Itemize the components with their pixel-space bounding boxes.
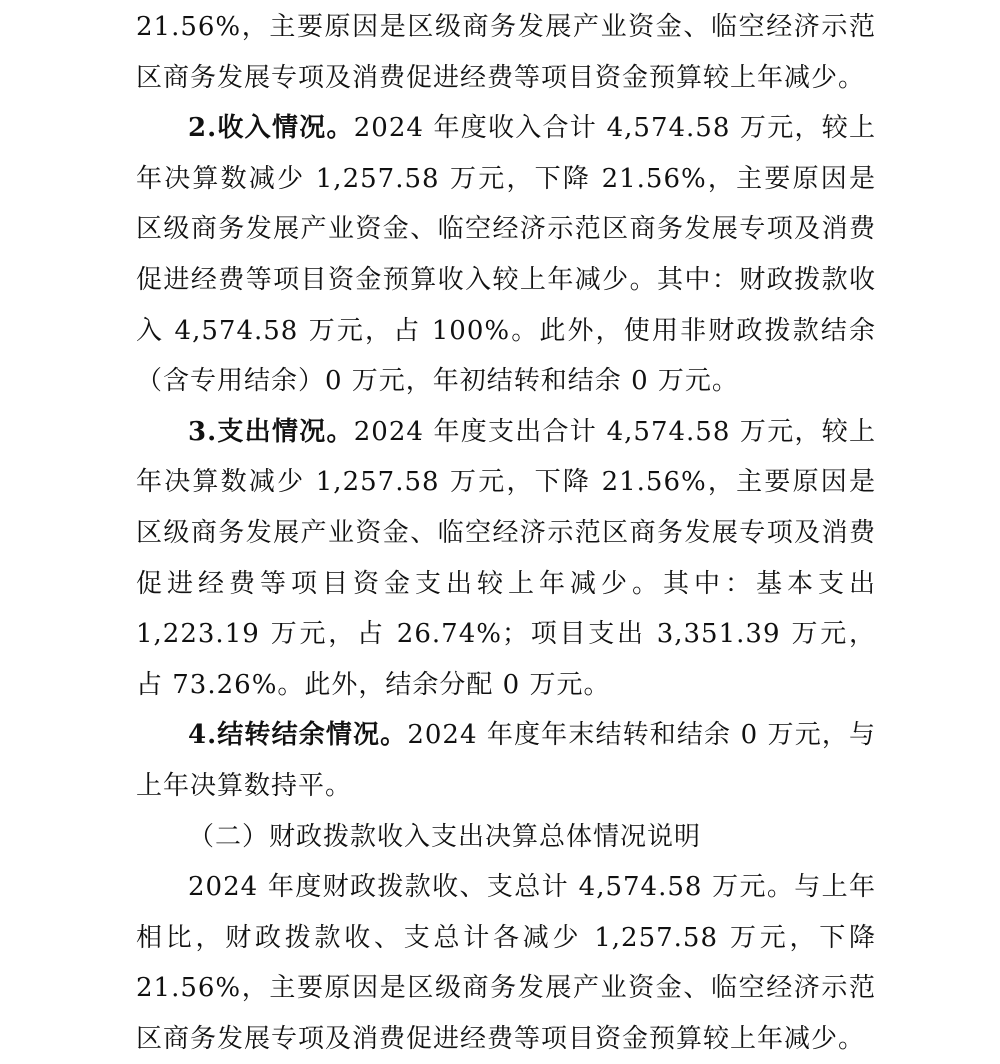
paragraph-text: 2024 年度收入合计 4,574.58 万元，较上年决算数减少 1,257.58 万元，下降 21.56%，主要原因是区级商务发展产业资金、临空经济示范区商务发展专项及消费促进经费等项目资金预算收入较上年减少。其中：财政拨款收入 4,574.58 万元，占 100%。此外，使用非财政拨款结余（含专用结余）0 万元，年初结转和结余 0 万元。: [136, 113, 876, 397]
paragraph-lead: 3.支出情况。: [188, 416, 354, 447]
paragraph-text: 2024 年度财政拨款收、支总计 4,574.58 万元。与上年相比，财政拨款收、支总计各减少 1,257.58 万元，下降 21.56%，主要原因是区级商务发展产业资金、临空经济示范区商务发展专项及消费促进经费等项目资金预算较上年减少。: [136, 872, 876, 1054]
paragraph-fiscal-summary: [136, 862, 876, 1064]
paragraph-text: 2024 年度支出合计 4,574.58 万元，较上年决算数减少 1,257.58 万元，下降 21.56%，主要原因是区级商务发展产业资金、临空经济示范区商务发展专项及消费促进经费等项目资金支出较上年减少。其中：基本支出 1,223.19 万元，占 26.74%；项目支出 3,351.39 万元，占 73.26%。此外，结余分配 0 万元。: [136, 416, 876, 700]
document-page: [136, 0, 876, 1064]
paragraph-carryover: [136, 710, 876, 811]
paragraph-text: 2024 年度年末结转和结余 0 万元，与上年决算数持平。: [136, 720, 876, 801]
paragraph-expenditure: [136, 407, 876, 711]
paragraph-text: 21.56%，主要原因是区级商务发展产业资金、临空经济示范区商务发展专项及消费促进经费等项目资金预算较上年减少。: [136, 12, 876, 93]
section-heading: （二）财政拨款收入支出决算总体情况说明: [188, 821, 702, 852]
paragraph-lead: 2.收入情况。: [188, 113, 354, 144]
paragraph-income: [136, 103, 876, 407]
paragraph-continuation: [136, 2, 876, 103]
paragraph-lead: 4.结转结余情况。: [188, 720, 408, 751]
